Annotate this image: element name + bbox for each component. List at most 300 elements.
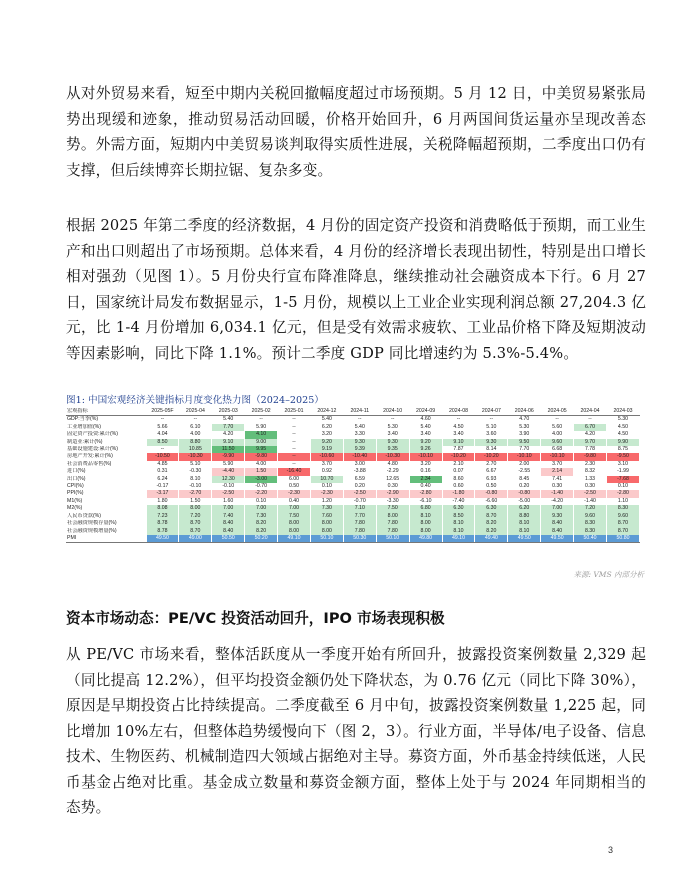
table-row: [66, 424, 640, 431]
heat-cell: --: [376, 416, 409, 424]
heat-cell: 8.40: [212, 520, 245, 527]
heat-cell: --: [245, 416, 278, 424]
heat-cell: --: [278, 431, 311, 438]
heat-cell: 8.20: [475, 528, 508, 535]
heat-cell: -10.60: [310, 453, 343, 460]
heat-cell: -9.80: [245, 453, 278, 460]
page-number: 3: [608, 845, 614, 855]
heat-cell: 0.60: [442, 483, 475, 490]
heat-cell: 0.30: [541, 483, 574, 490]
heat-cell: 4.80: [376, 461, 409, 468]
header-month: 2025-01: [278, 408, 311, 416]
row-label: 进口(%): [66, 468, 146, 475]
table-row: [66, 476, 640, 483]
heat-cell: -2.20: [245, 490, 278, 497]
heat-cell: 6.10: [179, 424, 212, 431]
heat-cell: 8.20: [245, 528, 278, 535]
heat-cell: 8.08: [146, 505, 179, 512]
heat-cell: 8.30: [574, 528, 607, 535]
heatmap-header-row: [66, 408, 640, 416]
heat-cell: 1.60: [212, 498, 245, 505]
heat-cell: 6.30: [475, 505, 508, 512]
heat-cell: 50.80: [606, 535, 639, 543]
source-note: 来源: VMS 内部分析: [573, 570, 644, 579]
heat-cell: 49.10: [278, 535, 311, 543]
heat-cell: 7.80: [343, 520, 376, 527]
heat-cell: --: [574, 416, 607, 424]
heat-cell: -4.20: [541, 498, 574, 505]
heat-cell: 8.00: [310, 520, 343, 527]
table-row: [66, 490, 640, 497]
heat-cell: 0.10: [606, 483, 639, 490]
heat-cell: 7.20: [179, 513, 212, 520]
heat-cell: 8.40: [541, 528, 574, 535]
heat-cell: 5.30: [376, 424, 409, 431]
heat-cell: -3.17: [146, 490, 179, 497]
heat-cell: 0.30: [376, 483, 409, 490]
heat-cell: 50.10: [310, 535, 343, 543]
heat-cell: 1.80: [146, 498, 179, 505]
heat-cell: 10.85: [179, 446, 212, 453]
heat-cell: 6.93: [475, 476, 508, 483]
table-row: [66, 520, 640, 527]
heat-cell: 3.00: [343, 461, 376, 468]
heat-cell: 7.80: [343, 528, 376, 535]
heat-cell: -2.30: [278, 490, 311, 497]
heat-cell: 7.10: [343, 505, 376, 512]
heat-cell: 7.50: [376, 505, 409, 512]
heat-cell: 8.70: [606, 528, 639, 535]
heat-cell: --: [278, 461, 311, 468]
table-row: [66, 461, 640, 468]
heat-cell: 5.40: [409, 424, 442, 431]
heat-cell: -10.10: [541, 453, 574, 460]
header-month: 2024-05: [541, 408, 574, 416]
heat-cell: --: [278, 446, 311, 453]
heat-cell: --: [278, 416, 311, 424]
heat-cell: 4.04: [146, 431, 179, 438]
heat-cell: 9.30: [343, 439, 376, 446]
row-label: 制造业:累计(%): [66, 439, 146, 446]
heat-cell: -5.00: [508, 498, 541, 505]
heat-cell: 49.50: [146, 535, 179, 543]
heat-cell: 4.85: [146, 461, 179, 468]
heat-cell: --: [343, 416, 376, 424]
table-row: [66, 446, 640, 453]
heat-cell: --: [442, 416, 475, 424]
heat-cell: 8.75: [606, 446, 639, 453]
paragraph-q2-economy: 根据 2025 年第二季度的经济数据，4 月份的固定资产投资和消费略低于预期，而工业生产和出口则超出了市场预期。总体来看，4 月份的经济增长表现出韧性，特别是出口增长相对强劲（见图 1）。5 月份央行宣布降准降息，继续推动社会融资成本下行。6 月 27 日，国家统计局发布数据显示，1-5 月份，规模以上工业企业实现利润总额 27,204.3 亿元，比 1-4 月份增加 6,034.1 亿元，但是受有效需求疲软、工业品价格下降及短期波动等因素影响，同比下降 1.1%。预计二季度 GDP 同比增速约为 5.3%-5.4%。: [66, 217, 646, 362]
table-row: [66, 431, 640, 438]
heat-cell: -1.99: [606, 468, 639, 475]
row-label: 基础设施建设:累计(%): [66, 446, 146, 453]
heat-cell: 1.10: [606, 498, 639, 505]
header-month: 2024-12: [310, 408, 343, 416]
heat-cell: 50.50: [212, 535, 245, 543]
heat-cell: 5.66: [146, 424, 179, 431]
heat-cell: 8.30: [574, 520, 607, 527]
row-label: M2(%): [66, 505, 146, 512]
heat-cell: 0.40: [278, 498, 311, 505]
heat-cell: 4.60: [409, 416, 442, 424]
heat-cell: -9.90: [212, 453, 245, 460]
heat-cell: 5.40: [343, 424, 376, 431]
heat-cell: 7.50: [278, 513, 311, 520]
heat-cell: -2.50: [212, 490, 245, 497]
heat-cell: -0.10: [212, 483, 245, 490]
heat-cell: 4.70: [508, 416, 541, 424]
heat-cell: -0.70: [343, 498, 376, 505]
header-month: 2024-09: [409, 408, 442, 416]
heat-cell: 0.31: [146, 468, 179, 475]
heat-cell: --: [541, 416, 574, 424]
heat-cell: 10.70: [310, 476, 343, 483]
heat-cell: 8.40: [212, 528, 245, 535]
heat-cell: -7.40: [442, 498, 475, 505]
heat-cell: 0.92: [310, 468, 343, 475]
heat-cell: 2.00: [508, 461, 541, 468]
header-month: 2024-08: [442, 408, 475, 416]
header-month: 2024-10: [376, 408, 409, 416]
heat-cell: 7.00: [278, 505, 311, 512]
heat-cell: 8.30: [606, 505, 639, 512]
heat-cell: 3.70: [541, 461, 574, 468]
heat-cell: -10.30: [376, 453, 409, 460]
heat-cell: 6.70: [574, 424, 607, 431]
heat-cell: -10.50: [146, 453, 179, 460]
heat-cell: --: [475, 416, 508, 424]
heat-cell: -0.17: [146, 483, 179, 490]
heat-cell: 6.68: [541, 446, 574, 453]
heat-cell: 8.10: [409, 513, 442, 520]
paragraph-foreign-trade: 从对外贸易来看，短至中期内关税回撤幅度超过市场预期。5 月 12 日，中美贸易紧张局势出现缓和迹象，推动贸易活动回暖，价格开始回升，6 月两国间货运量亦呈现改善态势。外需方面，短期内中美贸易谈判取得实质性进展，关税降幅超预期，二季度出口仍有支撑，但后续博弈长期拉锯、复杂多变。: [66, 85, 646, 179]
heat-cell: -6.10: [409, 498, 442, 505]
heat-cell: -16.40: [278, 468, 311, 475]
table-row: [66, 468, 640, 475]
heat-cell: 6.80: [409, 505, 442, 512]
heat-cell: 5.10: [475, 424, 508, 431]
heat-cell: 8.00: [409, 528, 442, 535]
heat-cell: 8.70: [475, 513, 508, 520]
heat-cell: 3.40: [376, 431, 409, 438]
heat-cell: 49.80: [409, 535, 442, 543]
heat-cell: 4.20: [574, 431, 607, 438]
heat-cell: 6.20: [508, 505, 541, 512]
heat-cell: 3.90: [508, 431, 541, 438]
heat-cell: 8.00: [278, 520, 311, 527]
table-row: [66, 416, 640, 424]
heat-cell: -10.20: [475, 453, 508, 460]
heat-cell: 9.50: [508, 439, 541, 446]
heat-cell: 4.00: [245, 461, 278, 468]
row-label: 出口(%): [66, 476, 146, 483]
heat-cell: 8.10: [442, 528, 475, 535]
heat-cell: -0.80: [508, 490, 541, 497]
row-label: GDP:当季(%): [66, 416, 146, 424]
heat-cell: 7.40: [212, 513, 245, 520]
heat-cell: 8.70: [179, 528, 212, 535]
heat-cell: 9.20: [409, 439, 442, 446]
heat-cell: 2.14: [541, 468, 574, 475]
heat-cell: 49.00: [179, 535, 212, 543]
heat-cell: 8.00: [310, 528, 343, 535]
heat-cell: --: [278, 453, 311, 460]
heat-cell: -2.29: [376, 468, 409, 475]
row-label: 社会融资规模增量(%): [66, 528, 146, 535]
heat-cell: -2.55: [508, 468, 541, 475]
heat-cell: 50.20: [245, 535, 278, 543]
header-indicator: 宏观指标: [66, 408, 146, 416]
heat-cell: 1.50: [179, 498, 212, 505]
heat-cell: -2.50: [574, 490, 607, 497]
heat-cell: 7.30: [245, 513, 278, 520]
heat-cell: --: [179, 416, 212, 424]
heat-cell: 7.78: [574, 446, 607, 453]
heat-cell: 12.30: [212, 476, 245, 483]
heat-cell: 8.45: [508, 476, 541, 483]
heat-cell: 3.40: [442, 431, 475, 438]
heat-cell: 9.90: [606, 439, 639, 446]
heat-cell: 4.00: [179, 431, 212, 438]
heat-cell: 9.30: [475, 439, 508, 446]
heat-cell: 8.14: [475, 446, 508, 453]
header-month: 2024-04: [574, 408, 607, 416]
header-month: 2024-06: [508, 408, 541, 416]
heat-cell: -6.60: [475, 498, 508, 505]
row-label: 社会消费品零售(%): [66, 461, 146, 468]
heat-cell: 9.95: [245, 446, 278, 453]
header-month: 2024-07: [475, 408, 508, 416]
heat-cell: 9.19: [310, 446, 343, 453]
heat-cell: 50.30: [343, 535, 376, 543]
heat-cell: 8.20: [475, 520, 508, 527]
heat-cell: --: [278, 439, 311, 446]
heat-cell: 6.00: [278, 476, 311, 483]
heat-cell: 7.00: [541, 505, 574, 512]
heat-cell: 7.00: [245, 505, 278, 512]
heat-cell: -3.00: [245, 476, 278, 483]
heat-cell: 9.10: [212, 439, 245, 446]
heat-cell: -10.10: [508, 453, 541, 460]
heat-cell: -10.40: [343, 453, 376, 460]
heat-cell: 3.10: [606, 461, 639, 468]
heat-cell: -2.70: [179, 490, 212, 497]
row-label: 人民币贷款(%): [66, 513, 146, 520]
heat-cell: --: [146, 416, 179, 424]
heat-cell: 11.50: [212, 446, 245, 453]
heat-cell: 1.33: [574, 476, 607, 483]
heat-cell: -10.20: [442, 453, 475, 460]
heat-cell: 8.60: [442, 476, 475, 483]
row-label: 固定资产投资:累计(%): [66, 431, 146, 438]
heat-cell: 9.00: [245, 439, 278, 446]
heat-cell: 0.10: [310, 483, 343, 490]
heat-cell: 4.00: [541, 431, 574, 438]
table-row: [66, 505, 640, 512]
heat-cell: -0.80: [475, 490, 508, 497]
heat-cell: 2.70: [475, 461, 508, 468]
heat-cell: -4.40: [212, 468, 245, 475]
heat-cell: 8.20: [245, 520, 278, 527]
heat-cell: -0.30: [179, 468, 212, 475]
heat-cell: 5.30: [606, 416, 639, 424]
heat-cell: 8.00: [409, 520, 442, 527]
heat-cell: 8.50: [146, 439, 179, 446]
heat-cell: 0.10: [245, 498, 278, 505]
section-heading: 资本市场动态：PE/VC 投资活动回升，IPO 市场表现积极: [66, 610, 445, 627]
row-label: 社会融资规模存量(%): [66, 520, 146, 527]
heat-cell: -10.10: [409, 453, 442, 460]
heat-cell: 50.40: [574, 535, 607, 543]
heat-cell: 7.00: [212, 505, 245, 512]
heat-cell: 7.70: [343, 513, 376, 520]
heat-cell: 0.07: [442, 468, 475, 475]
row-label: CPI(%): [66, 483, 146, 490]
heat-cell: 0.20: [508, 483, 541, 490]
heat-cell: 4.10: [245, 431, 278, 438]
heat-cell: 0.50: [278, 483, 311, 490]
heat-cell: 7.20: [574, 505, 607, 512]
heatmap-body: [66, 416, 640, 543]
heat-cell: 3.60: [475, 431, 508, 438]
heat-cell: 9.60: [541, 439, 574, 446]
heat-cell: 8.10: [508, 528, 541, 535]
heat-cell: 3.40: [409, 431, 442, 438]
heat-cell: 8.00: [179, 505, 212, 512]
heat-cell: 6.30: [442, 505, 475, 512]
row-label: PMI: [66, 535, 146, 543]
heat-cell: 2.34: [409, 476, 442, 483]
heat-cell: 9.20: [310, 439, 343, 446]
header-month: 2025-03: [212, 408, 245, 416]
heat-cell: 6.20: [310, 424, 343, 431]
heat-cell: 49.40: [475, 535, 508, 543]
heat-cell: -0.70: [245, 483, 278, 490]
heat-cell: 5.30: [508, 424, 541, 431]
heat-cell: 1.20: [310, 498, 343, 505]
heat-cell: 8.00: [278, 528, 311, 535]
heat-cell: -9.80: [574, 453, 607, 460]
heat-cell: 3.30: [343, 431, 376, 438]
heat-cell: 8.50: [442, 513, 475, 520]
heat-cell: 0.16: [409, 468, 442, 475]
heat-cell: 6.24: [146, 476, 179, 483]
heat-cell: 4.50: [606, 431, 639, 438]
heat-cell: 3.70: [310, 461, 343, 468]
heat-cell: -2.80: [606, 490, 639, 497]
heat-cell: 8.80: [508, 513, 541, 520]
heat-cell: 5.40: [212, 416, 245, 424]
table-row: [66, 483, 640, 490]
heat-cell: 7.70: [212, 424, 245, 431]
heat-cell: 49.10: [442, 535, 475, 543]
heat-cell: 9.70: [574, 439, 607, 446]
heat-cell: 5.40: [310, 416, 343, 424]
heat-cell: 8.40: [541, 520, 574, 527]
heat-cell: 9.26: [409, 446, 442, 453]
heat-cell: 4.20: [212, 431, 245, 438]
heat-cell: 9.30: [376, 439, 409, 446]
heat-cell: 0.30: [574, 483, 607, 490]
heat-cell: -7.68: [606, 476, 639, 483]
heat-cell: 9.35: [376, 446, 409, 453]
heat-cell: 0.50: [475, 483, 508, 490]
heat-cell: 7.80: [376, 528, 409, 535]
heat-cell: -0.10: [179, 483, 212, 490]
row-label: M1(%): [66, 498, 146, 505]
heat-cell: 9.10: [442, 439, 475, 446]
heat-cell: 5.90: [212, 461, 245, 468]
heat-cell: 4.50: [606, 424, 639, 431]
table-row: [66, 453, 640, 460]
header-month: 2024-11: [343, 408, 376, 416]
macro-heatmap-table: [66, 408, 640, 543]
heat-cell: 9.60: [606, 513, 639, 520]
heat-cell: 9.39: [343, 446, 376, 453]
heat-cell: -2.90: [376, 490, 409, 497]
figure-caption: 图1: 中国宏观经济关键指标月度变化热力图（2024–2025）: [66, 395, 324, 406]
heat-cell: -2.30: [310, 490, 343, 497]
heat-cell: 7.30: [310, 505, 343, 512]
heat-cell: 4.50: [442, 424, 475, 431]
heat-cell: -3.30: [376, 498, 409, 505]
heat-cell: 8.80: [179, 439, 212, 446]
heat-cell: 49.50: [541, 535, 574, 543]
heat-cell: 7.70: [508, 446, 541, 453]
heat-cell: 7.60: [310, 513, 343, 520]
table-row: [66, 439, 640, 446]
row-label: 房地产开发:累计(%): [66, 453, 146, 460]
header-month: 2025-02: [245, 408, 278, 416]
heat-cell: 8.32: [574, 468, 607, 475]
heat-cell: 8.70: [606, 520, 639, 527]
heat-cell: 7.41: [541, 476, 574, 483]
heat-cell: 5.90: [245, 424, 278, 431]
heat-cell: 9.30: [541, 513, 574, 520]
table-row: [66, 498, 640, 505]
heat-cell: 8.10: [442, 520, 475, 527]
heat-cell: -9.50: [606, 453, 639, 460]
heat-cell: 5.60: [541, 424, 574, 431]
heat-cell: 6.67: [475, 468, 508, 475]
heat-cell: 5.10: [179, 461, 212, 468]
heat-cell: 12.65: [376, 476, 409, 483]
heat-cell: 2.30: [574, 461, 607, 468]
header-month: 2025-05F: [146, 408, 179, 416]
paragraph-pe-vc: 从 PE/VC 市场来看，整体活跃度从一季度开始有所回升，披露投资案例数量 2,329 起（同比提高 12.2%），但平均投资金额仍处下降状态，为 0.76 亿元（同比下降 30%），原因是早期投资占比持续提高。二季度截至 6 月中旬，披露投资案例数量 1,225 起，同比增加 10%左右，但整体趋势缓慢向下（图 2，3）。行业方面，半导体/电子设备、信息技术、生物医药、机械制造四大领域占据绝对主导。募资方面，外币基金持续低迷，人民币基金占绝对比重。基金成立数量和募资金额方面，整体上处于与 2024 年同期相当的态势。: [66, 646, 646, 816]
heat-cell: 8.78: [146, 520, 179, 527]
heat-cell: --: [146, 446, 179, 453]
heat-cell: 50.10: [376, 535, 409, 543]
heat-cell: 2.10: [442, 461, 475, 468]
heat-cell: 8.10: [508, 520, 541, 527]
heat-cell: 3.20: [409, 461, 442, 468]
table-row: [66, 528, 640, 535]
table-row: [66, 535, 640, 543]
heat-cell: 8.10: [179, 476, 212, 483]
heat-cell: 7.87: [442, 446, 475, 453]
heat-cell: -2.80: [409, 490, 442, 497]
heat-cell: --: [278, 424, 311, 431]
heat-cell: -1.40: [541, 490, 574, 497]
heat-cell: 7.80: [376, 520, 409, 527]
heat-cell: 7.23: [146, 513, 179, 520]
heat-cell: 3.20: [310, 431, 343, 438]
heat-cell: -3.88: [343, 468, 376, 475]
heat-cell: 9.60: [574, 513, 607, 520]
heat-cell: -10.30: [179, 453, 212, 460]
heat-cell: 8.78: [146, 528, 179, 535]
